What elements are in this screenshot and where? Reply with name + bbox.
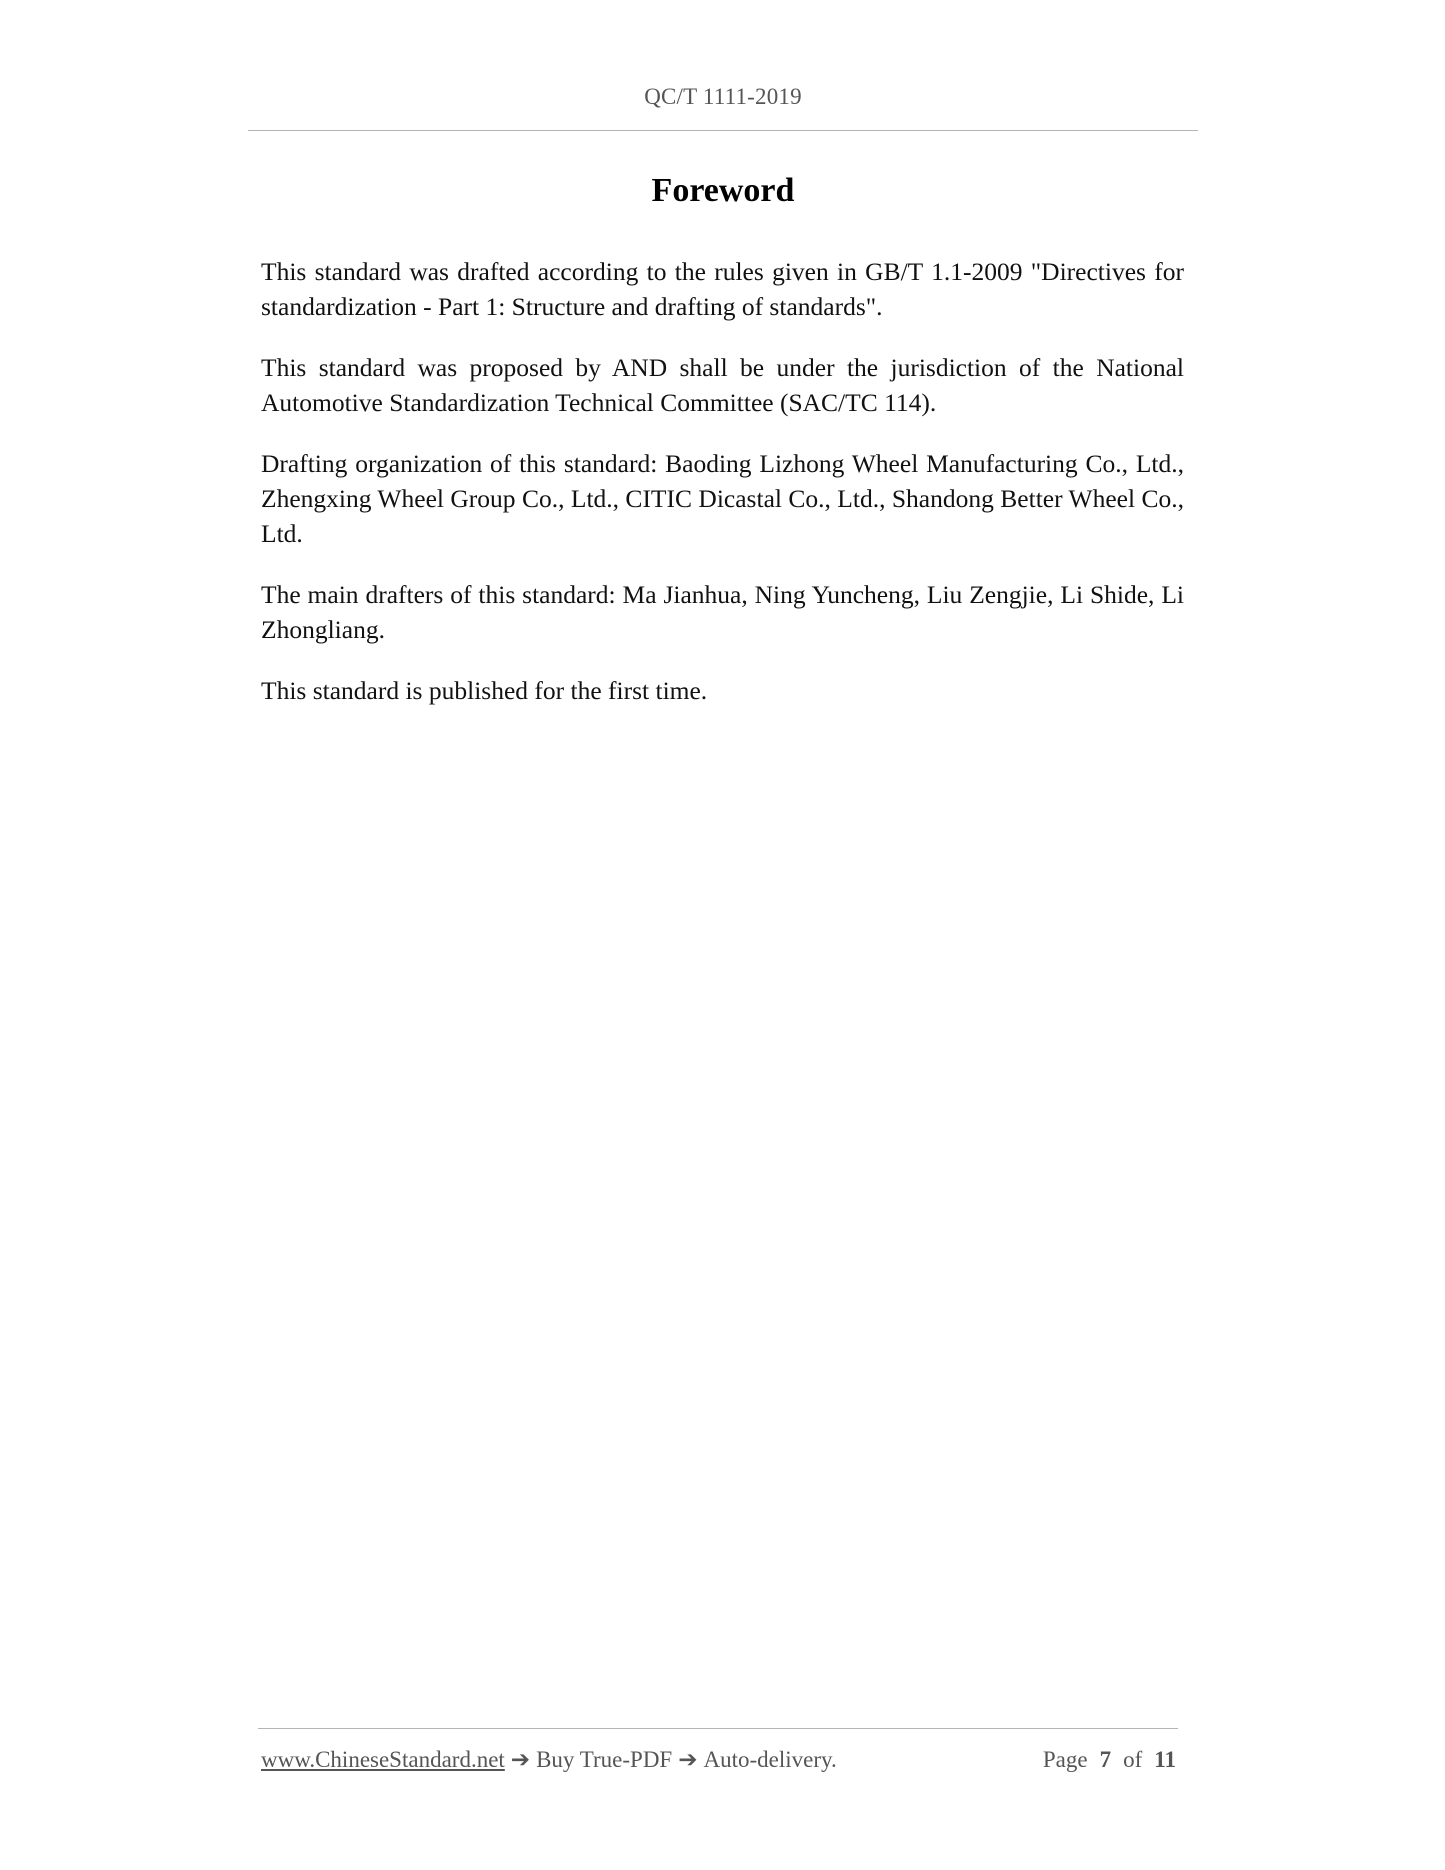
header-divider xyxy=(248,130,1198,131)
foreword-body xyxy=(261,254,1184,734)
total-pages-number: 11 xyxy=(1154,1747,1176,1772)
footer-step-buy: Buy True-PDF xyxy=(536,1747,673,1772)
of-word: of xyxy=(1123,1747,1143,1772)
paragraph-jurisdiction: This standard was proposed by AND shall be under the jurisdiction of the National Automotive Standardization Technical Committee (SAC/TC 114). xyxy=(261,353,1184,417)
page-footer xyxy=(261,1747,1176,1773)
arrow-right-icon: ➔ xyxy=(678,1747,698,1772)
site-link[interactable]: www.ChineseStandard.net xyxy=(261,1747,505,1772)
current-page-number: 7 xyxy=(1099,1747,1112,1772)
footer-promo xyxy=(261,1747,837,1773)
page-word: Page xyxy=(1042,1747,1088,1772)
page-title: Foreword xyxy=(651,172,795,209)
page-number xyxy=(1043,1747,1176,1773)
paragraph-drafting-organizations: Drafting organization of this standard: Baoding Lizhong Wheel Manufacturing Co., Ltd., Zhengxing Wheel Group Co., Ltd., CITIC Dicastal Co., Ltd., Shandong Better Wheel Co., Ltd. xyxy=(261,449,1184,548)
arrow-right-icon: ➔ xyxy=(510,1747,531,1772)
footer-step-delivery: Auto-delivery. xyxy=(703,1747,837,1772)
document-code-header: QC/T 1111-2019 xyxy=(644,84,802,109)
footer-divider xyxy=(258,1728,1178,1729)
paragraph-main-drafters: The main drafters of this standard: Ma Jianhua, Ning Yuncheng, Liu Zengjie, Li Shide, Li Zhongliang. xyxy=(261,580,1184,644)
paragraph-drafting-rules: This standard was drafted according to the rules given in GB/T 1.1-2009 "Directives for standardization - Part 1: Structure and drafting of standards". xyxy=(261,257,1184,321)
paragraph-first-publication: This standard is published for the first time. xyxy=(261,676,708,705)
